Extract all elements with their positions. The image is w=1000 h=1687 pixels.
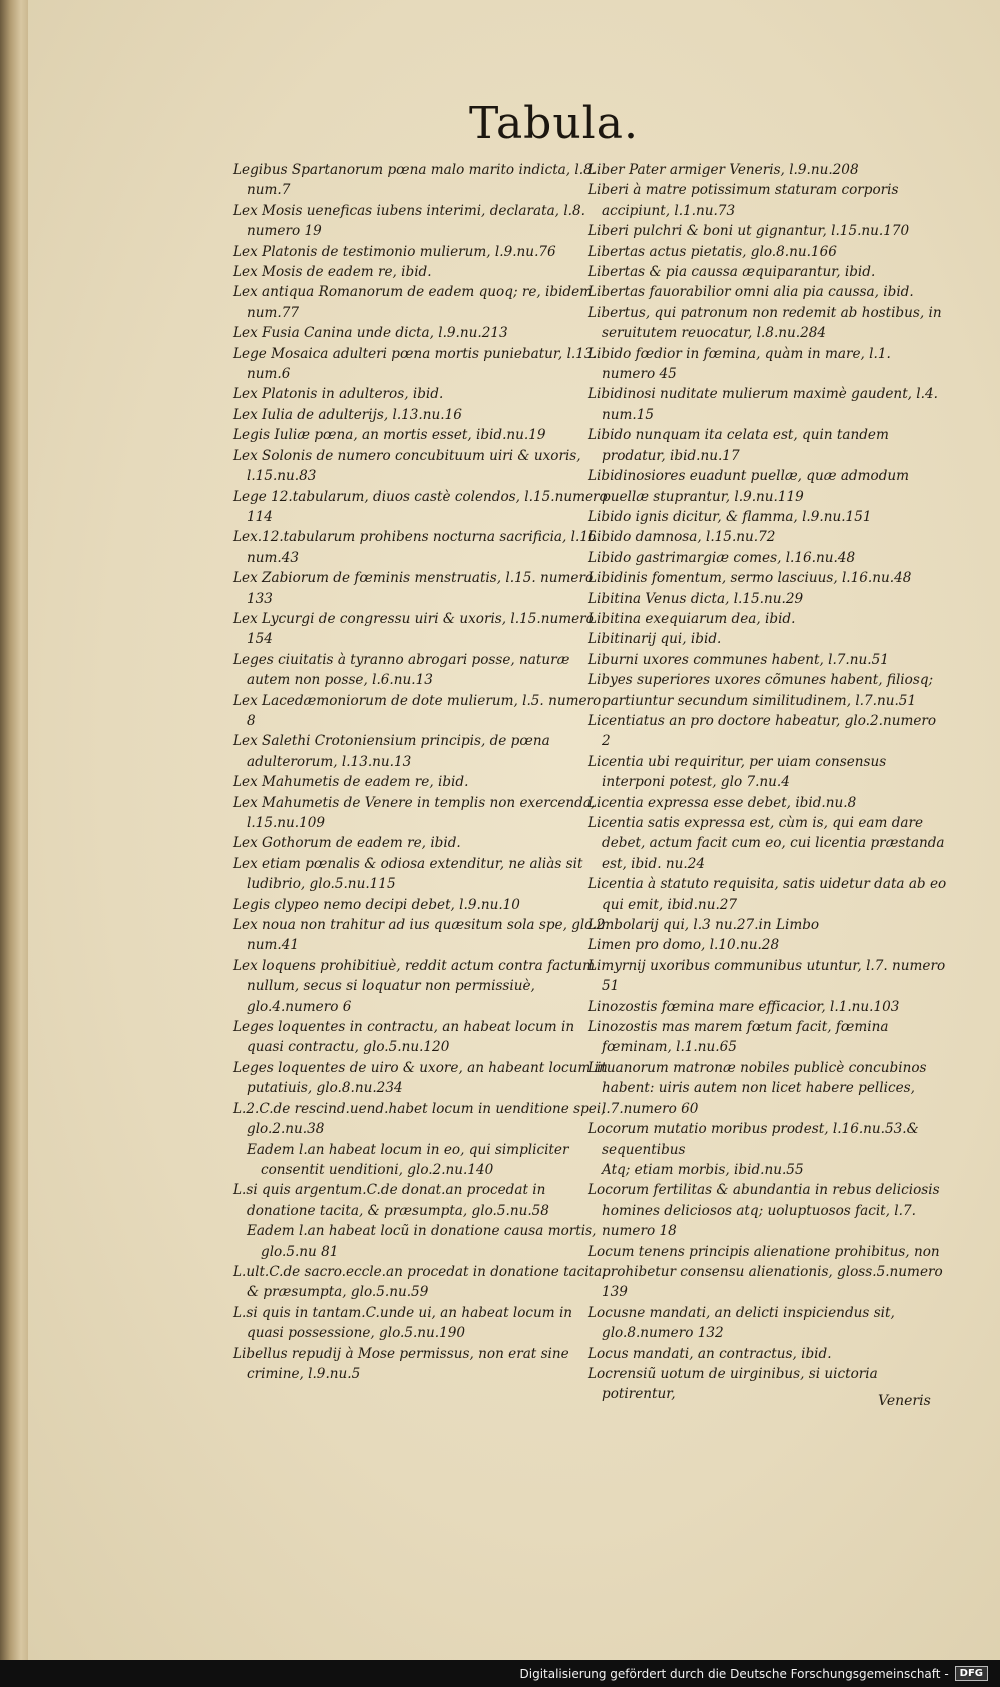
index-entry: Libido gastrimargiæ comes, l.16.nu.48 [588, 549, 856, 566]
index-entry: Libido damnosa, l.15.nu.72 [588, 529, 776, 546]
index-subentry: Eadem l.an habeat locũ in donatione causa mortis, glo.5.nu 81 [247, 1223, 597, 1260]
index-entry: Lex Mosis de eadem re, ibid. [233, 264, 432, 281]
index-subentry: Eadem l.an habeat locum in eo, qui simpliciter consentit uenditioni, glo.2.nu.140 [247, 1141, 569, 1178]
index-entry: Lex Platonis in adulteros, ibid. [233, 386, 444, 403]
index-entry: Linozostis fœmina mare efficacior, l.1.nu.103 [588, 998, 900, 1015]
index-column-left [233, 160, 611, 1384]
index-entry: Licentia expressa esse debet, ibid.nu.8 [588, 794, 857, 811]
index-entry: Lex Zabiorum de fœminis menstruatis, l.15. numero 133 [233, 570, 594, 607]
index-entry: Libertas & pia caussa æquiparantur, ibid. [588, 264, 876, 281]
index-entry: Lex Lycurgi de congressu uiri & uxoris, l.15.numero 154 [233, 610, 594, 648]
index-entry: L.si quis argentum.C.de donat.an procedat in donatione tacita, & præsumpta, glo.5.nu.58 [233, 1182, 549, 1219]
footer-credit: Digitalisierung gefördert durch die Deutsche Forschungsgemeinschaft - [519, 1666, 949, 1681]
index-entry: Licentia à statuto requisita, satis uidetur data ab eo qui emit, ibid.nu.27 [588, 876, 947, 913]
index-entry: Libido ignis dicitur, & flamma, l.9.nu.151 [588, 508, 872, 525]
index-entry: Lex Mahumetis de Venere in templis non exercenda, l.15.nu.109 [233, 794, 596, 831]
index-entry: Locusne mandati, an delicti inspiciendus sit, glo.8.numero 132 [588, 1304, 895, 1342]
index-entry: Liberi à matre potissimum staturam corporis accipiunt, l.1.nu.73 [588, 182, 899, 219]
index-entry: Liberi pulchri & boni ut gignantur, l.15.nu.170 [588, 223, 910, 240]
index-entry: Libidinosiores euadunt puellæ, quæ admodum puellæ stuprantur, l.9.nu.119 [588, 468, 910, 505]
index-entry: L.ult.C.de sacro.eccle.an procedat in donatione tacita, & præsumpta, glo.5.nu.59 [233, 1263, 607, 1301]
index-entry: Legis clypeo nemo decipi debet, l.9.nu.10 [233, 896, 520, 913]
index-entry: Licentia ubi requiritur, per uiam consensus interponi potest, glo 7.nu.4 [588, 753, 887, 791]
index-entry: Limbolarij qui, l.3 nu.27.in Limbo [588, 917, 820, 934]
index-entry: Lex Platonis de testimonio mulierum, l.9.nu.76 [233, 243, 556, 260]
index-entry: Lege 12.tabularum, diuos castè colendos, l.15.numero 114 [233, 488, 608, 525]
index-entry: Limen pro domo, l.10.nu.28 [588, 937, 780, 954]
index-entry: Lex antiqua Romanorum de eadem quoq; re, ibidem num.77 [233, 284, 593, 321]
index-entry: Locorum mutatio moribus prodest, l.16.nu.53.& sequentibus [588, 1121, 919, 1158]
index-entry: Lege Mosaica adulteri pœna mortis puniebatur, l.13. num.6 [233, 345, 597, 383]
index-entry: Lex.12.tabularum prohibens nocturna sacrificia, l.16 num.43 [233, 529, 597, 566]
catchword: Veneris [878, 1393, 931, 1409]
index-entry: Lituanorum matronæ nobiles publicè concubinos habent: uiris autem non licet habere pellices, l.7.numero 60 [588, 1059, 927, 1117]
index-entry: Limyrnij uxoribus communibus utuntur, l.7. numero 51 [588, 957, 946, 995]
index-entry: Lex Iulia de adulterijs, l.13.nu.16 [233, 406, 462, 423]
index-entry: Lex Mahumetis de eadem re, ibid. [233, 774, 469, 791]
index-entry: Locorum fertilitas & abundantia in rebus deliciosis homines deliciosos atq; uoluptuosos facit, l.7. numero 18 [588, 1182, 940, 1240]
index-entry: L.2.C.de rescind.uend.habet locum in uenditione spei, glo.2.nu.38 [233, 1100, 606, 1138]
index-entry: Licentiatus an pro doctore habeatur, glo.2.numero 2 [588, 712, 937, 750]
index-entry: Lex Mosis ueneficas iubens interimi, declarata, l.8. numero 19 [233, 202, 585, 240]
index-entry: Libertas fauorabilior omni alia pia caussa, ibid. [588, 284, 914, 301]
index-subentry: Atq; etiam morbis, ibid.nu.55 [602, 1161, 804, 1178]
index-entry: Lex Fusia Canina unde dicta, l.9.nu.213 [233, 325, 508, 342]
index-entry: Liber Pater armiger Veneris, l.9.nu.208 [588, 162, 859, 178]
index-entry: Libyes superiores uxores cõmunes habent, filiosq; partiuntur secundum similitudinem, l.7.nu.51 [588, 672, 934, 709]
index-entry: Libitina exequiarum dea, ibid. [588, 610, 796, 627]
index-entry: Libertus, qui patronum non redemit ab hostibus, in seruitutem reuocatur, l.8.nu.284 [588, 304, 942, 342]
index-entry: Licentia satis expressa est, cùm is, qui eam dare debet, actum facit cum eo, cui licentia præstanda est, ibid. nu.24 [588, 815, 945, 872]
index-entry: Libidinosi nuditate mulierum maximè gaudent, l.4. num.15 [588, 386, 938, 423]
index-entry: Locum tenens principis alienatione prohibitus, non prohibetur consensu alienationis, gloss.5.numero 139 [588, 1243, 943, 1301]
index-entry: Libido nunquam ita celata est, quin tandem prodatur, ibid.nu.17 [588, 427, 889, 464]
index-entry: Libido fœdior in fœmina, quàm in mare, l.1. numero 45 [588, 345, 891, 383]
index-entry: Lex noua non trahitur ad ius quæsitum sola spe, glo.2. num.41 [233, 917, 610, 954]
index-entry: Libitina Venus dicta, l.15.nu.29 [588, 590, 804, 607]
index-entry: Locrensiũ uotum de uirginibus, si uictoria potirentur, [588, 1365, 878, 1403]
index-entry: Lex Lacedæmoniorum de dote mulierum, l.5. numero 8 [233, 692, 602, 729]
index-entry: Lex loquens prohibitiuè, reddit actum contra factum nullum, secus si loquatur non permissiuè, glo.4.numero 6 [233, 957, 595, 1015]
index-entry: Libitinarij qui, ibid. [588, 631, 722, 648]
index-entry: Legis Iuliæ pœna, an mortis esset, ibid.nu.19 [233, 427, 546, 444]
index-entry: L.si quis in tantam.C.unde ui, an habeat locum in quasi possessione, glo.5.nu.190 [233, 1304, 573, 1342]
index-entry: Lex Solonis de numero concubituum uiri & uxoris, l.15.nu.83 [233, 447, 581, 485]
index-entry: Leges loquentes de uiro & uxore, an habeant locum in putatiuis, glo.8.nu.234 [233, 1059, 608, 1097]
index-entry: Linozostis mas marem fœtum facit, fœmina fœminam, l.1.nu.65 [588, 1019, 889, 1056]
index-entry: Libellus repudij à Mose permissus, non erat sine crimine, l.9.nu.5 [233, 1345, 569, 1382]
index-entry: Lex etiam pœnalis & odiosa extenditur, ne aliàs sit ludibrio, glo.5.nu.115 [233, 855, 583, 893]
dfg-logo: DFG [955, 1666, 988, 1681]
page-title: Tabula. [469, 98, 639, 149]
index-entry: Lex Salethi Crotoniensium principis, de pœna adulterorum, l.13.nu.13 [233, 733, 550, 770]
index-entry: Libidinis fomentum, sermo lasciuus, l.16.nu.48 [588, 570, 912, 587]
index-entry: Locus mandati, an contractus, ibid. [588, 1345, 832, 1362]
index-column-right [588, 160, 948, 1405]
index-entry: Leges loquentes in contractu, an habeat locum in quasi contractu, glo.5.nu.120 [233, 1019, 575, 1056]
index-entry: Leges ciuitatis à tyranno abrogari posse, naturæ autem non posse, l.6.nu.13 [233, 651, 570, 689]
index-entry: Legibus Spartanorum pœna malo marito indicta, l.8. num.7 [233, 162, 597, 199]
index-entry: Lex Gothorum de eadem re, ibid. [233, 835, 461, 852]
footer-bar [0, 1660, 1000, 1687]
index-entry: Libertas actus pietatis, glo.8.nu.166 [588, 243, 837, 260]
book-edge [0, 0, 30, 1687]
index-entry: Liburni uxores communes habent, l.7.nu.51 [588, 651, 889, 668]
book-page [28, 0, 1000, 1660]
